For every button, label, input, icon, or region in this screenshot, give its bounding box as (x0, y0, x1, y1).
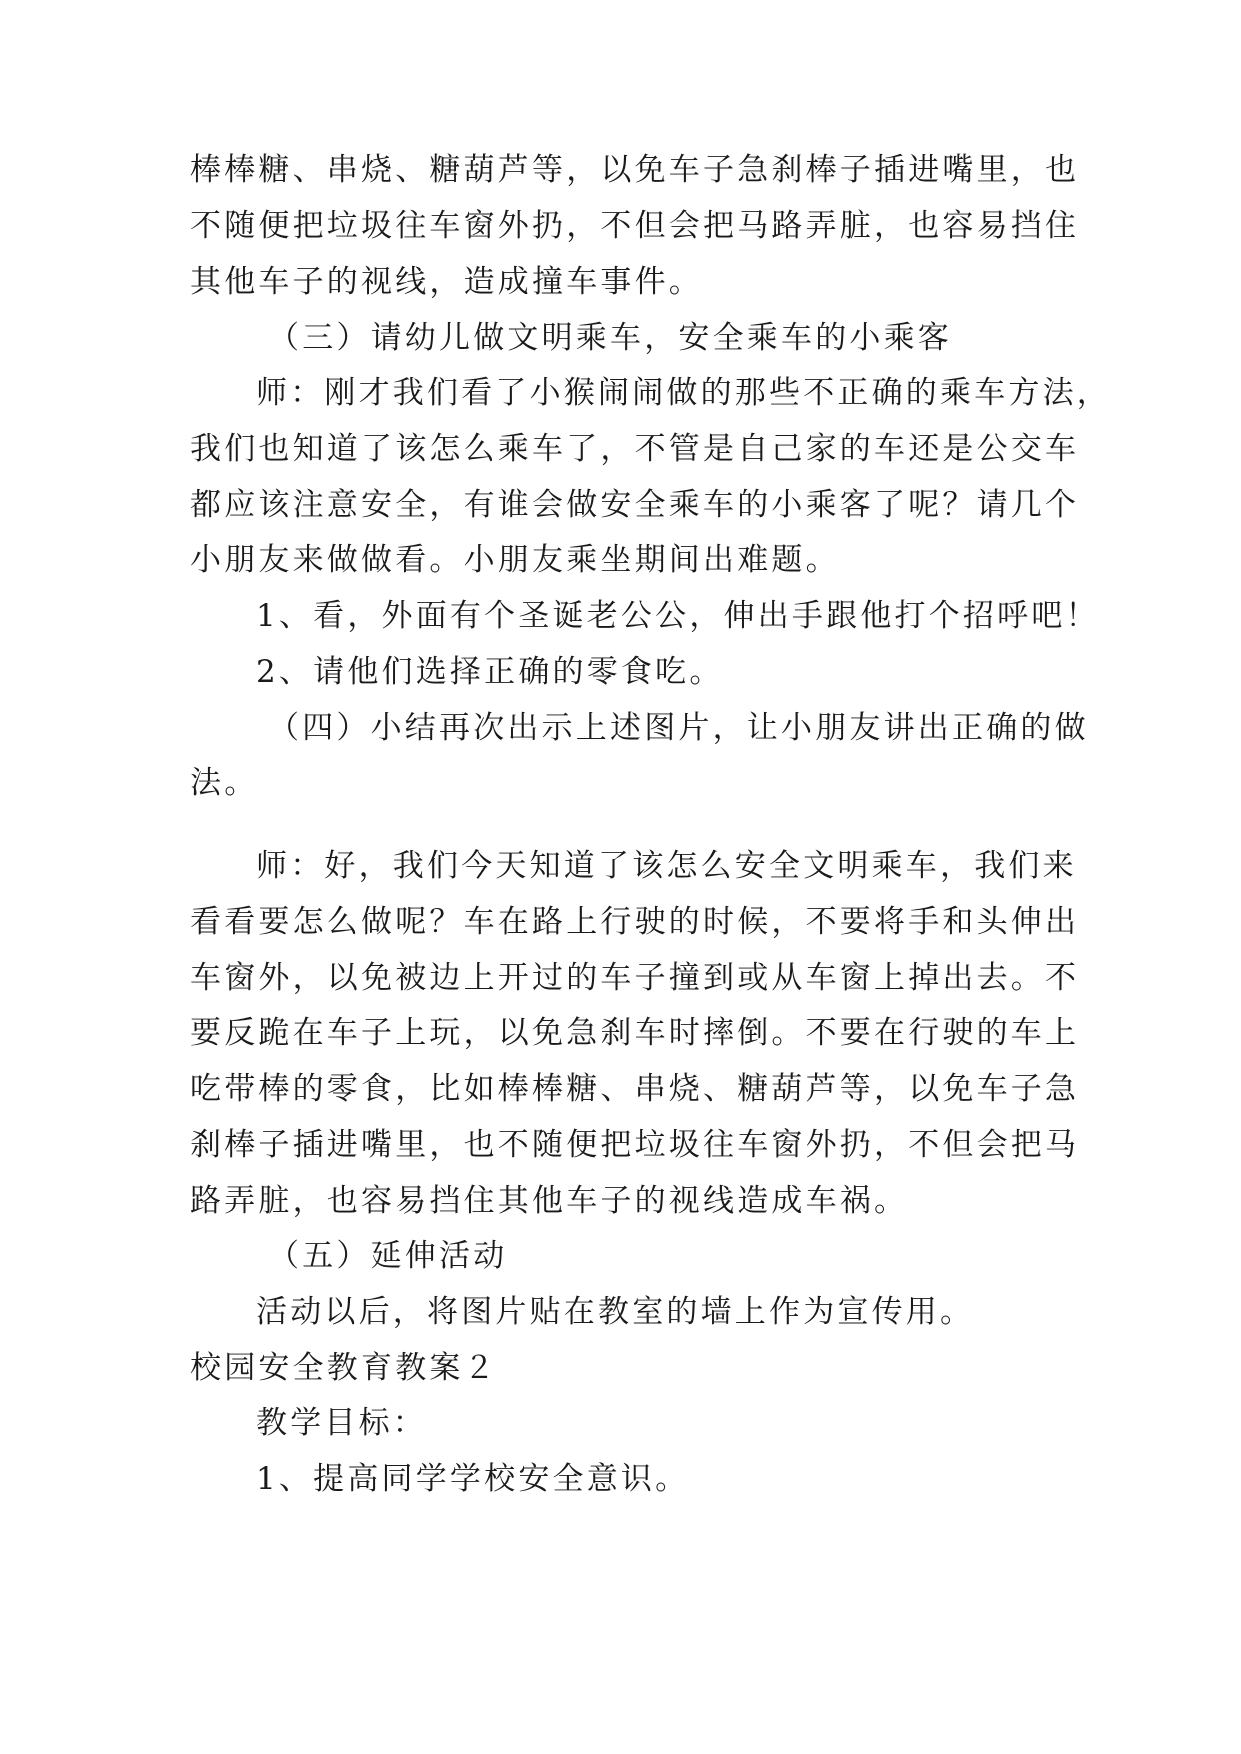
document-title: 校园安全教育教案２ (190, 1350, 498, 1386)
section-heading-4: （四）小结再次出示上述图片，让小朋友讲出正确的做 (268, 710, 1089, 746)
section-heading-5: （五）延伸活动 (268, 1238, 508, 1274)
body-line: 看看要怎么做呢？车在路上行驶的时候，不要将手和头伸出 (190, 904, 1080, 940)
subheading: 教学目标： (256, 1405, 427, 1441)
body-line: 师：好，我们今天知道了该怎么安全文明乘车，我们来 (256, 848, 1077, 884)
body-line: 我们也知道了该怎么乘车了，不管是自己家的车还是公交车 (190, 431, 1080, 467)
body-line: 小朋友来做做看。小朋友乘坐期间出难题。 (190, 542, 840, 578)
section-heading-3: （三）请幼儿做文明乘车，安全乘车的小乘客 (268, 320, 952, 356)
body-line: 都应该注意安全，有谁会做安全乘车的小乘客了呢？请几个 (190, 487, 1080, 523)
list-item: 2、请他们选择正确的零食吃。 (256, 654, 724, 690)
body-line: 路弄脏，也容易挡住其他车子的视线造成车祸。 (190, 1183, 909, 1219)
body-line: 车窗外，以免被边上开过的车子撞到或从车窗上掉出去。不 (190, 960, 1080, 996)
list-item: 1、看，外面有个圣诞老公公，伸出手跟他打个招呼吧！ (256, 598, 1100, 634)
body-line: 要反跪在车子上玩，以免急刹车时摔倒。不要在行驶的车上 (190, 1015, 1080, 1051)
body-line: 活动以后，将图片贴在教室的墙上作为宣传用。 (256, 1294, 975, 1330)
body-line: 刹棒子插进嘴里，也不随便把垃圾往车窗外扔，不但会把马 (190, 1127, 1080, 1163)
body-line: 不随便把垃圾往车窗外扔，不但会把马路弄脏，也容易挡住 (190, 208, 1080, 244)
body-line: 其他车子的视线，造成撞车事件。 (190, 264, 703, 300)
list-item: 1、提高同学学校安全意识。 (256, 1461, 690, 1497)
body-line: 吃带棒的零食，比如棒棒糖、串烧、糖葫芦等，以免车子急 (190, 1071, 1080, 1107)
body-line: 棒棒糖、串烧、糖葫芦等，以免车子急刹棒子插进嘴里，也 (190, 152, 1080, 188)
body-line: 法。 (190, 765, 259, 801)
body-line: 师：刚才我们看了小猴闹闹做的那些不正确的乘车方法， (256, 375, 1111, 411)
